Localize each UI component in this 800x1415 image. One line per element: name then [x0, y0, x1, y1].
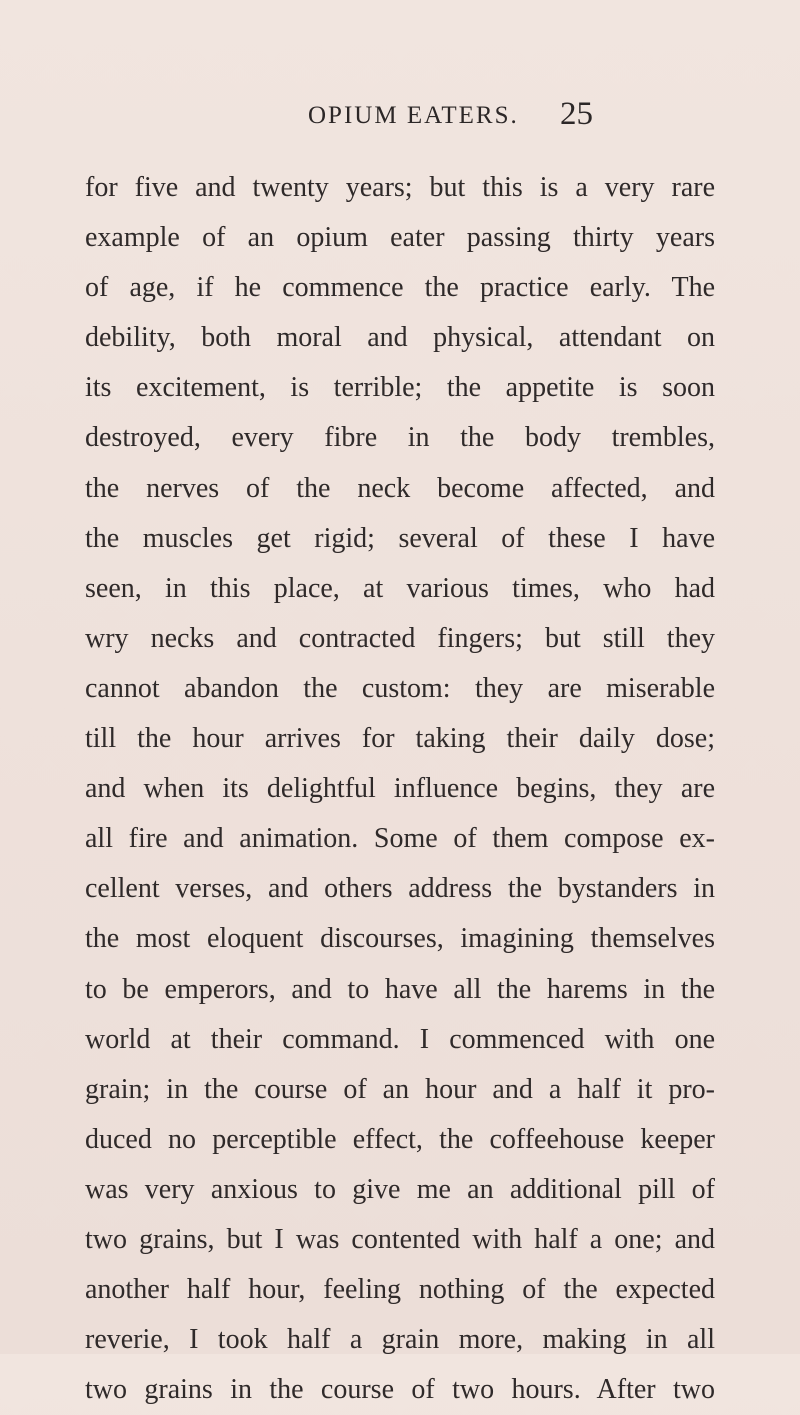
text-line: the nerves of the neck become affected, and — [85, 472, 715, 504]
text-line: for five and twenty years; but this is a very rare — [85, 172, 715, 203]
text-line: two grains in the course of two hours. After two — [85, 1374, 715, 1406]
text-line: to be emperors, and to have all the harems in the — [85, 973, 715, 1005]
running-head-title: OPIUM EATERS. — [308, 102, 519, 129]
text-line: was very anxious to give me an additional pill of — [85, 1173, 715, 1205]
text-line: cellent verses, and others address the bystanders in — [85, 873, 715, 905]
text-line: the muscles get rigid; several of these I have — [85, 522, 715, 554]
page-number: 25 — [560, 96, 593, 132]
text-line: seen, in this place, at various times, who had — [85, 572, 715, 604]
text-line: duced no perceptible effect, the coffeehouse keeper — [85, 1123, 715, 1155]
text-line: wry necks and contracted fingers; but still they — [85, 622, 715, 654]
text-line: destroyed, every fibre in the body trembles, — [85, 422, 715, 454]
text-line: example of an opium eater passing thirty years — [85, 222, 715, 254]
text-line: two grains, but I was contented with half a one; and — [85, 1223, 715, 1255]
text-line: the most eloquent discourses, imagining themselves — [85, 923, 715, 955]
running-head — [0, 96, 800, 142]
text-line: debility, both moral and physical, attendant on — [85, 322, 715, 354]
text-line: cannot abandon the custom: they are miserable — [85, 672, 715, 704]
text-line: another half hour, feeling nothing of the expected — [85, 1274, 715, 1306]
text-line: its excitement, is terrible; the appetite is soon — [85, 372, 715, 404]
text-line: till the hour arrives for taking their daily dose; — [85, 723, 715, 755]
text-line: of age, if he commence the practice early. The — [85, 272, 715, 304]
text-line: grain; in the course of an hour and a half it pro- — [85, 1073, 715, 1105]
body-text — [85, 163, 715, 1415]
text-line: world at their command. I commenced with one — [85, 1023, 715, 1055]
text-line: and when its delightful influence begins, they are — [85, 773, 715, 805]
text-line: all fire and animation. Some of them compose ex- — [85, 823, 715, 855]
text-line: reverie, I took half a grain more, making in all — [85, 1324, 715, 1356]
